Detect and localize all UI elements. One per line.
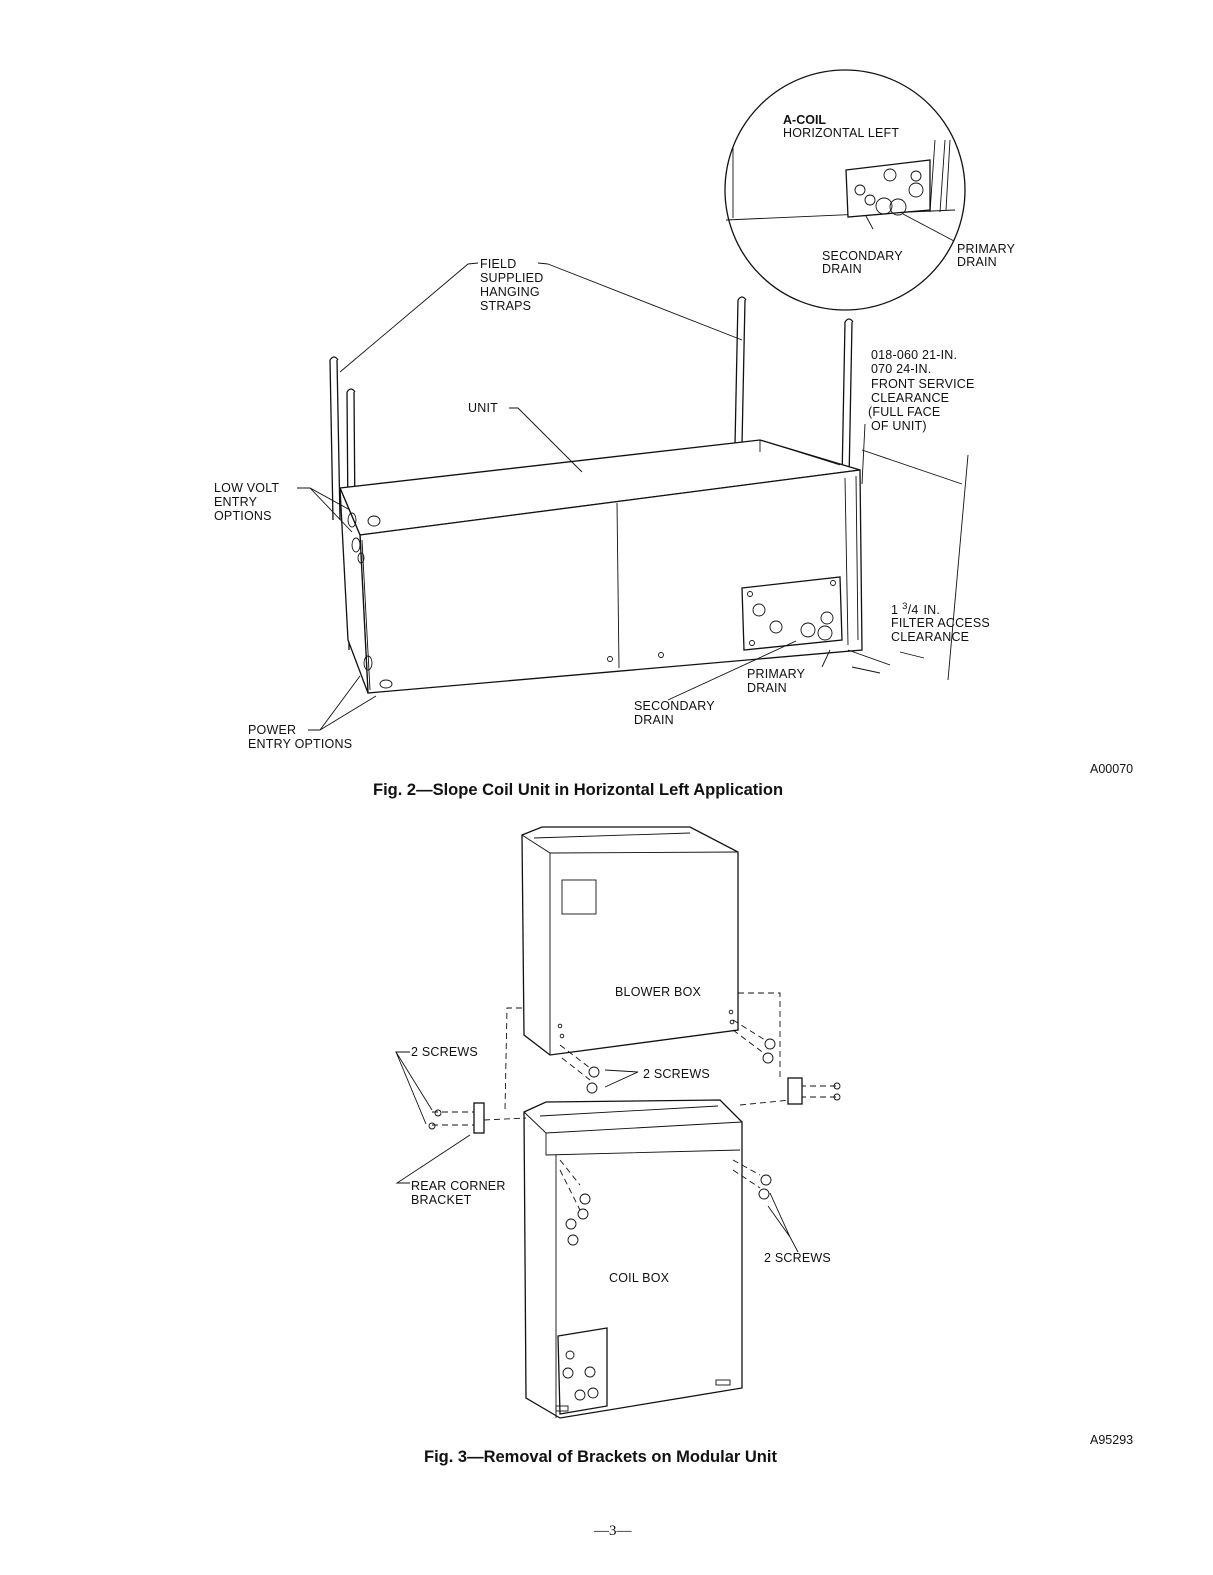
power-entry-label-1: POWER bbox=[248, 723, 297, 737]
coil-box-label: COIL BOX bbox=[609, 1271, 670, 1285]
inset-primary-drain-label-2: DRAIN bbox=[957, 255, 997, 269]
inset-secondary-drain-label-2: DRAIN bbox=[822, 262, 862, 276]
inset-secondary-drain-label: SECONDARY bbox=[822, 249, 903, 263]
clearance-label-2: 070 24-IN. bbox=[871, 362, 932, 376]
fig3-caption: Fig. 3—Removal of Brackets on Modular Unit bbox=[424, 1448, 777, 1466]
hanging-straps-label-1: FIELD bbox=[480, 257, 517, 271]
hanging-straps-label-2: SUPPLIED bbox=[480, 271, 544, 285]
hanging-straps-label-3: HANGING bbox=[480, 285, 540, 299]
screws-middle-label: 2 SCREWS bbox=[643, 1067, 710, 1081]
low-volt-label-3: OPTIONS bbox=[214, 509, 272, 523]
power-entry-label-2: ENTRY OPTIONS bbox=[248, 737, 353, 751]
rear-corner-bracket-label-2: BRACKET bbox=[411, 1193, 472, 1207]
blower-box-label: BLOWER BOX bbox=[615, 985, 702, 999]
clearance-label-1: 018-060 21-IN. bbox=[871, 348, 958, 362]
blower-box bbox=[522, 827, 738, 1055]
secondary-drain-label-2: DRAIN bbox=[634, 713, 674, 727]
filter-clearance-label-3: CLEARANCE bbox=[891, 630, 970, 644]
secondary-drain-label: SECONDARY bbox=[634, 699, 715, 713]
clearance-label-4: CLEARANCE bbox=[871, 391, 950, 405]
rear-corner-bracket-label-1: REAR CORNER bbox=[411, 1179, 506, 1193]
low-volt-label-1: LOW VOLT bbox=[214, 481, 280, 495]
fig2-diagram bbox=[214, 70, 1133, 799]
filter-clearance-value: 1 $^3$/4 IN. bbox=[891, 601, 941, 617]
unit-label: UNIT bbox=[468, 401, 498, 415]
screws-right-label: 2 SCREWS bbox=[764, 1251, 831, 1265]
a-coil-orientation-label: HORIZONTAL LEFT bbox=[783, 126, 900, 140]
low-volt-label-2: ENTRY bbox=[214, 495, 258, 509]
page-number: —3— bbox=[594, 1523, 632, 1539]
coil-box bbox=[524, 1100, 742, 1418]
screws-left-label: 2 SCREWS bbox=[411, 1045, 478, 1059]
clearance-label-6: OF UNIT) bbox=[871, 419, 927, 433]
clearance-label-3: FRONT SERVICE bbox=[871, 377, 975, 391]
clearance-label-5: (FULL FACE bbox=[868, 405, 941, 419]
fig2-code: A00070 bbox=[1090, 762, 1134, 776]
primary-drain-label-2: DRAIN bbox=[747, 681, 787, 695]
a-coil-label: A-COIL bbox=[783, 113, 827, 127]
filter-clearance-label-2: FILTER ACCESS bbox=[891, 616, 990, 630]
fig3-code: A95293 bbox=[1090, 1433, 1134, 1447]
fig3-diagram bbox=[396, 827, 1133, 1466]
hanging-straps-label-4: STRAPS bbox=[480, 299, 532, 313]
primary-drain-label: PRIMARY bbox=[747, 667, 806, 681]
fig2-caption: Fig. 2—Slope Coil Unit in Horizontal Left Application bbox=[373, 781, 784, 799]
unit-box bbox=[340, 440, 862, 693]
inset-primary-drain-label: PRIMARY bbox=[957, 242, 1016, 256]
